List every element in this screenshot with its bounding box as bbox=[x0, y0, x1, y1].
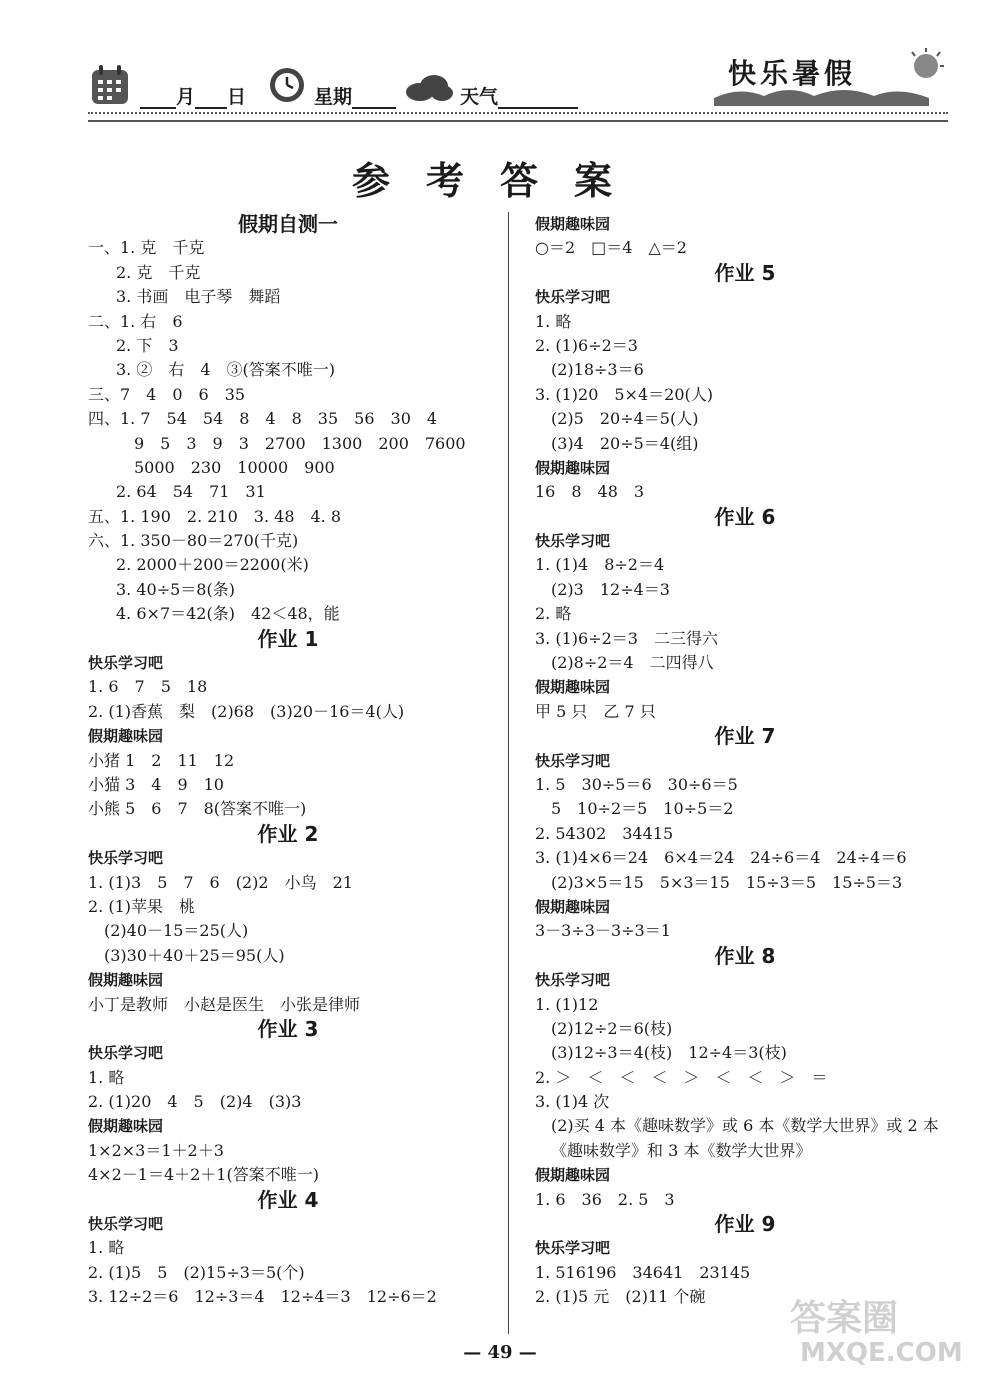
section-heading: 作业 5 bbox=[714, 260, 776, 285]
subsection-heading: 快乐学习吧 bbox=[535, 971, 611, 990]
answer-line: 四、1. 7 54 54 8 4 8 35 56 30 4 bbox=[88, 409, 438, 429]
subsection-heading: 假期趣味园 bbox=[88, 727, 164, 746]
answer-line: 3. (1)4 次 bbox=[535, 1092, 610, 1112]
answer-line: (2)8÷2＝4 二四得八 bbox=[551, 653, 714, 673]
subsection-heading: 快乐学习吧 bbox=[88, 849, 164, 868]
answer-line: (2)18÷3＝6 bbox=[551, 360, 644, 380]
day-label: 日 bbox=[227, 86, 247, 108]
subsection-heading: 假期趣味园 bbox=[535, 1166, 611, 1185]
answer-line: 1. 略 bbox=[88, 1238, 125, 1258]
subsection-heading: 假期趣味园 bbox=[535, 215, 611, 233]
answer-line: 2. 下 3 bbox=[116, 335, 179, 355]
answer-line: 六、1. 350－80＝270(千克) bbox=[88, 531, 299, 551]
answer-line: 2. (1)6÷2＝3 bbox=[535, 335, 638, 355]
answer-line: 1. 6 36 2. 5 3 bbox=[535, 1189, 675, 1209]
subsection-heading: 快乐学习吧 bbox=[88, 1044, 164, 1063]
page-header bbox=[88, 57, 948, 120]
answer-line: 3－3÷3－3÷3＝1 bbox=[535, 921, 671, 941]
answer-line: 3. ② 右 4 ③(答案不唯一) bbox=[116, 360, 336, 380]
weather-label: 天气 bbox=[460, 86, 499, 108]
answer-line: 4×2－1＝4＋2＋1(答案不唯一) bbox=[88, 1165, 319, 1185]
answer-line: 1. 略 bbox=[535, 311, 572, 331]
subsection-heading: 快乐学习吧 bbox=[535, 1239, 611, 1258]
answer-line: (2)12÷2＝6(枝) bbox=[551, 1018, 673, 1038]
answer-line: 2. 54302 34415 bbox=[535, 823, 674, 843]
subsection-heading: 假期趣味园 bbox=[88, 971, 164, 990]
answer-line: 5000 230 10000 900 bbox=[134, 457, 335, 477]
answer-line: (2)5 20÷4＝5(人) bbox=[551, 409, 699, 429]
subsection-heading: 假期趣味园 bbox=[535, 678, 611, 697]
section-heading: 作业 9 bbox=[714, 1212, 776, 1237]
answer-line: 1. 6 7 5 18 bbox=[88, 677, 208, 697]
subsection-heading: 假期趣味园 bbox=[535, 458, 611, 477]
answer-line: 4. 6×7＝42(条) 42＜48，能 bbox=[116, 604, 340, 624]
answer-line: 一、1. 克 千克 bbox=[88, 238, 205, 258]
date-field[interactable] bbox=[140, 82, 246, 109]
answer-line: 小熊 5 6 7 8(答案不唯一) bbox=[88, 799, 307, 819]
weather-field[interactable] bbox=[460, 82, 578, 109]
answer-line: 3. (1)4×6＝24 6×4＝24 24÷6＝4 24÷4＝6 bbox=[535, 848, 907, 868]
section-heading: 作业 1 bbox=[257, 626, 319, 651]
answer-line: (3)30＋40＋25＝95(人) bbox=[104, 945, 285, 965]
watermark-logo: 答案圈 bbox=[790, 1298, 899, 1339]
header-divider bbox=[88, 112, 948, 122]
section-heading: 假期自测一 bbox=[238, 212, 338, 236]
answer-line: 2. (1)5 元 (2)11 个碗 bbox=[535, 1287, 706, 1307]
answer-line: ○＝2 □＝4 △＝2 bbox=[535, 238, 687, 258]
subsection-heading: 快乐学习吧 bbox=[535, 288, 611, 307]
answer-line: 甲 5 只 乙 7 只 bbox=[535, 701, 656, 721]
section-heading: 作业 4 bbox=[257, 1187, 319, 1212]
answer-line: (3)4 20÷5＝4(组) bbox=[551, 433, 699, 453]
answer-line: 2. (1)香蕉 梨 (2)68 (3)20－16＝4(人) bbox=[88, 701, 405, 721]
subsection-heading: 快乐学习吧 bbox=[88, 1215, 164, 1234]
weekday-field[interactable] bbox=[314, 82, 396, 109]
brand-logo bbox=[714, 48, 946, 106]
answer-line: 16 8 48 3 bbox=[535, 482, 645, 502]
section-heading: 作业 2 bbox=[257, 821, 319, 846]
section-heading: 作业 7 bbox=[714, 724, 776, 749]
answer-line: 1. 略 bbox=[88, 1067, 125, 1087]
answer-line: 三、7 4 0 6 35 bbox=[88, 384, 246, 404]
answer-line: 3. 40÷5＝8(条) bbox=[116, 579, 235, 599]
answer-line: (3)12÷3＝4(枝) 12÷4＝3(枝) bbox=[551, 1043, 787, 1063]
answer-line: 2. 略 bbox=[535, 604, 572, 624]
answer-line: (2)40－15＝25(人) bbox=[104, 921, 249, 941]
answers-left-column bbox=[88, 212, 488, 1310]
subsection-heading: 快乐学习吧 bbox=[535, 751, 611, 770]
weekday-label: 星期 bbox=[314, 86, 353, 108]
section-heading: 作业 6 bbox=[714, 504, 776, 529]
answer-line: 2. (1)苹果 桃 bbox=[88, 896, 196, 916]
answer-line: (2)买 4 本《趣味数学》或 6 本《数学大世界》或 2 本 bbox=[551, 1116, 939, 1136]
answer-line: (2)3×5＝15 5×3＝15 15÷3＝5 15÷5＝3 bbox=[551, 872, 903, 892]
clock-icon bbox=[268, 66, 306, 104]
answer-line: 5 10÷2＝5 10÷5＝2 bbox=[551, 799, 734, 819]
subsection-heading: 假期趣味园 bbox=[88, 1117, 164, 1136]
section-heading: 作业 8 bbox=[714, 943, 776, 968]
column-divider bbox=[508, 212, 509, 1334]
answer-line: 二、1. 右 6 bbox=[88, 311, 183, 331]
cloud-icon bbox=[404, 74, 454, 102]
watermark-url: MXQE.COM bbox=[800, 1338, 963, 1368]
answer-line: 五、1. 190 2. 210 3. 48 4. 8 bbox=[88, 506, 342, 526]
answer-line: 1. 5 30÷5＝6 30÷6＝5 bbox=[535, 774, 738, 794]
month-label: 月 bbox=[176, 86, 196, 108]
answer-line: 9 5 3 9 3 2700 1300 200 7600 bbox=[134, 433, 466, 453]
answer-line: 1. 516196 34641 23145 bbox=[535, 1262, 751, 1282]
answer-line: 3. 书画 电子琴 舞蹈 bbox=[116, 287, 281, 307]
answer-line: 小丁是教师 小赵是医生 小张是律师 bbox=[88, 994, 361, 1014]
answer-line: 《趣味数学》和 3 本《数学大世界》 bbox=[551, 1140, 812, 1160]
subsection-heading: 快乐学习吧 bbox=[88, 654, 164, 673]
answers-right-column bbox=[535, 212, 955, 1310]
answer-line: 2. (1)5 5 (2)15÷3＝5(个) bbox=[88, 1262, 305, 1282]
answer-line: 2. 64 54 71 31 bbox=[116, 482, 266, 502]
answer-line: (2)3 12÷4＝3 bbox=[551, 579, 670, 599]
brand-title: 快乐暑假 bbox=[728, 57, 857, 90]
calendar-icon bbox=[90, 64, 130, 106]
answer-line: 2. (1)20 4 5 (2)4 (3)3 bbox=[88, 1092, 302, 1112]
subsection-heading: 假期趣味园 bbox=[535, 897, 611, 916]
answer-line: 1. (1)4 8÷2＝4 bbox=[535, 555, 665, 575]
answer-line: 2. ＞ ＜ ＜ ＜ ＞ ＜ ＜ ＞ ＝ bbox=[535, 1067, 828, 1087]
page-title: 参考答案 bbox=[351, 159, 648, 203]
answer-line: 3. (1)6÷2＝3 二三得六 bbox=[535, 628, 718, 648]
answer-line: 3. (1)20 5×4＝20(人) bbox=[535, 384, 713, 404]
answer-line: 1. (1)3 5 7 6 (2)2 小鸟 21 bbox=[88, 872, 353, 892]
answer-line: 1×2×3＝1＋2＋3 bbox=[88, 1140, 224, 1160]
answer-line: 小猫 3 4 9 10 bbox=[88, 774, 224, 794]
subsection-heading: 快乐学习吧 bbox=[535, 532, 611, 551]
answer-line: 2. 克 千克 bbox=[116, 262, 201, 282]
answer-line: 2. 2000＋200＝2200(米) bbox=[116, 555, 309, 575]
answer-line: 3. 12÷2＝6 12÷3＝4 12÷4＝3 12÷6＝2 bbox=[88, 1287, 437, 1307]
section-heading: 作业 3 bbox=[257, 1016, 319, 1041]
answer-line: 1. (1)12 bbox=[535, 994, 599, 1014]
page-number: — 49 — bbox=[463, 1342, 537, 1363]
answer-line: 小猪 1 2 11 12 bbox=[88, 750, 235, 770]
